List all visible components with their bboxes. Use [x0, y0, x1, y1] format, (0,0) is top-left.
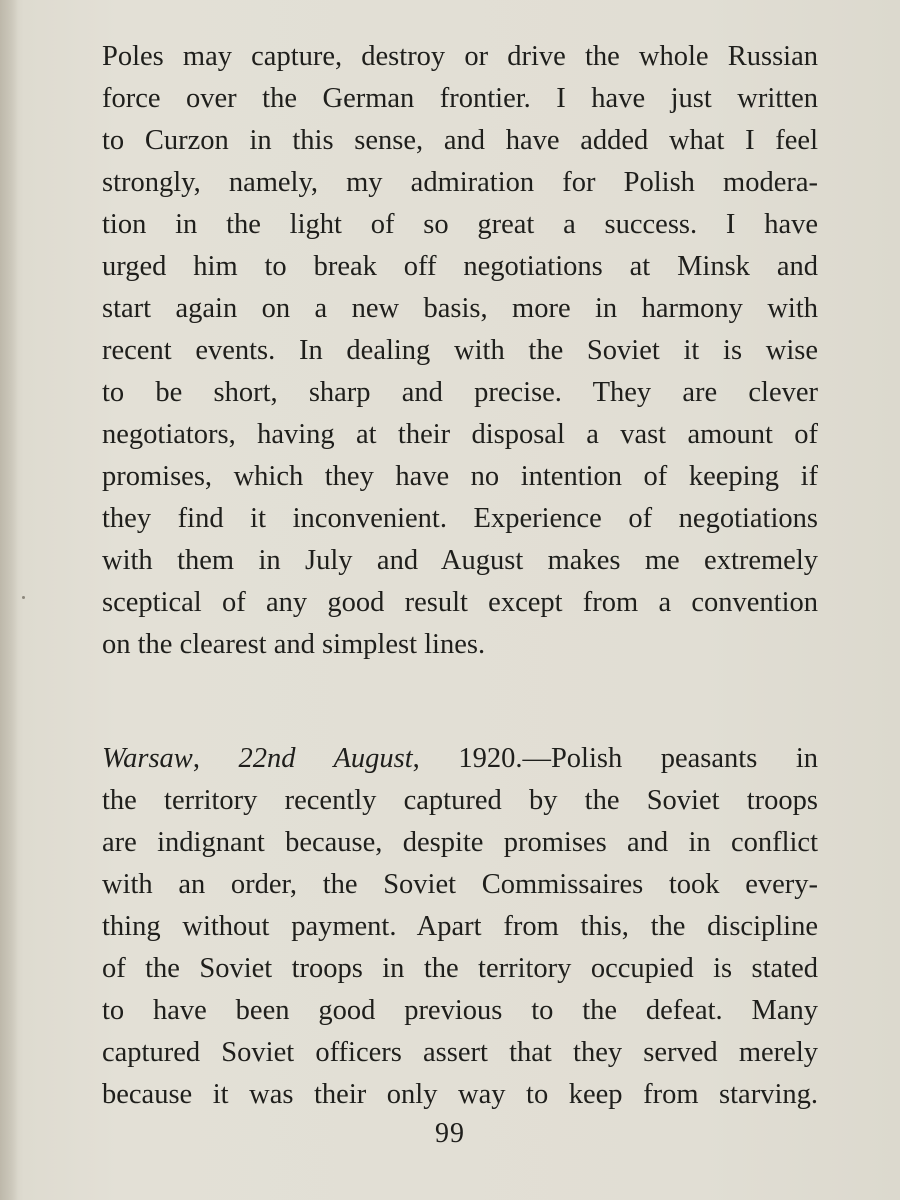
page-number: 99 — [435, 1118, 465, 1149]
text-line: start again on a new basis, more in harmony with — [102, 293, 818, 324]
text-line: negotiators, having at their disposal a vast amount of — [102, 419, 818, 450]
dateline: Warsaw, 22nd August, 1920.—Polish peasants in — [102, 743, 818, 774]
text-line: tion in the light of so great a success. I have — [102, 209, 818, 240]
text-line: to Curzon in this sense, and have added what I feel — [102, 125, 818, 156]
dateline-date: 22nd August — [238, 743, 413, 774]
paragraph-1 — [102, 36, 818, 666]
text-line: urged him to break off negotiations at Minsk and — [102, 251, 818, 282]
text-line: with them in July and August makes me extremely — [102, 545, 818, 576]
text-line: recent events. In dealing with the Soviet it is wise — [102, 335, 818, 366]
text-line: are indignant because, despite promises and in conflict — [102, 827, 818, 858]
text-line: to be short, sharp and precise. They are clever — [102, 377, 818, 408]
text-line: they find it inconvenient. Experience of negotiations — [102, 503, 818, 534]
text-line: the territory recently captured by the Soviet troops — [102, 785, 818, 816]
first-line-rest: —Polish peasants in — [522, 743, 818, 774]
text-line: Poles may capture, destroy or drive the whole Russian — [102, 41, 818, 72]
text-line: thing without payment. Apart from this, the discipline — [102, 911, 818, 942]
paragraph-2 — [102, 738, 818, 1116]
text-line: promises, which they have no intention of keeping if — [102, 461, 818, 492]
text-line: with an order, the Soviet Commissaires took every- — [102, 869, 818, 900]
text-line: because it was their only way to keep from starving. — [102, 1079, 818, 1110]
text-line: strongly, namely, my admiration for Polish modera- — [102, 167, 818, 198]
text-line: sceptical of any good result except from a convention — [102, 587, 818, 618]
paper-speck — [22, 596, 25, 599]
text-line: captured Soviet officers assert that they served merely — [102, 1037, 818, 1068]
page-gutter-shadow — [0, 0, 18, 1200]
text-line: force over the German frontier. I have just written — [102, 83, 818, 114]
dateline-place: Warsaw — [102, 743, 193, 774]
text-line: on the clearest and simplest lines. — [102, 629, 486, 660]
text-line: of the Soviet troops in the territory occupied is stated — [102, 953, 818, 984]
dateline-year: 1920. — [458, 743, 523, 774]
text-line: to have been good previous to the defeat. Many — [102, 995, 818, 1026]
